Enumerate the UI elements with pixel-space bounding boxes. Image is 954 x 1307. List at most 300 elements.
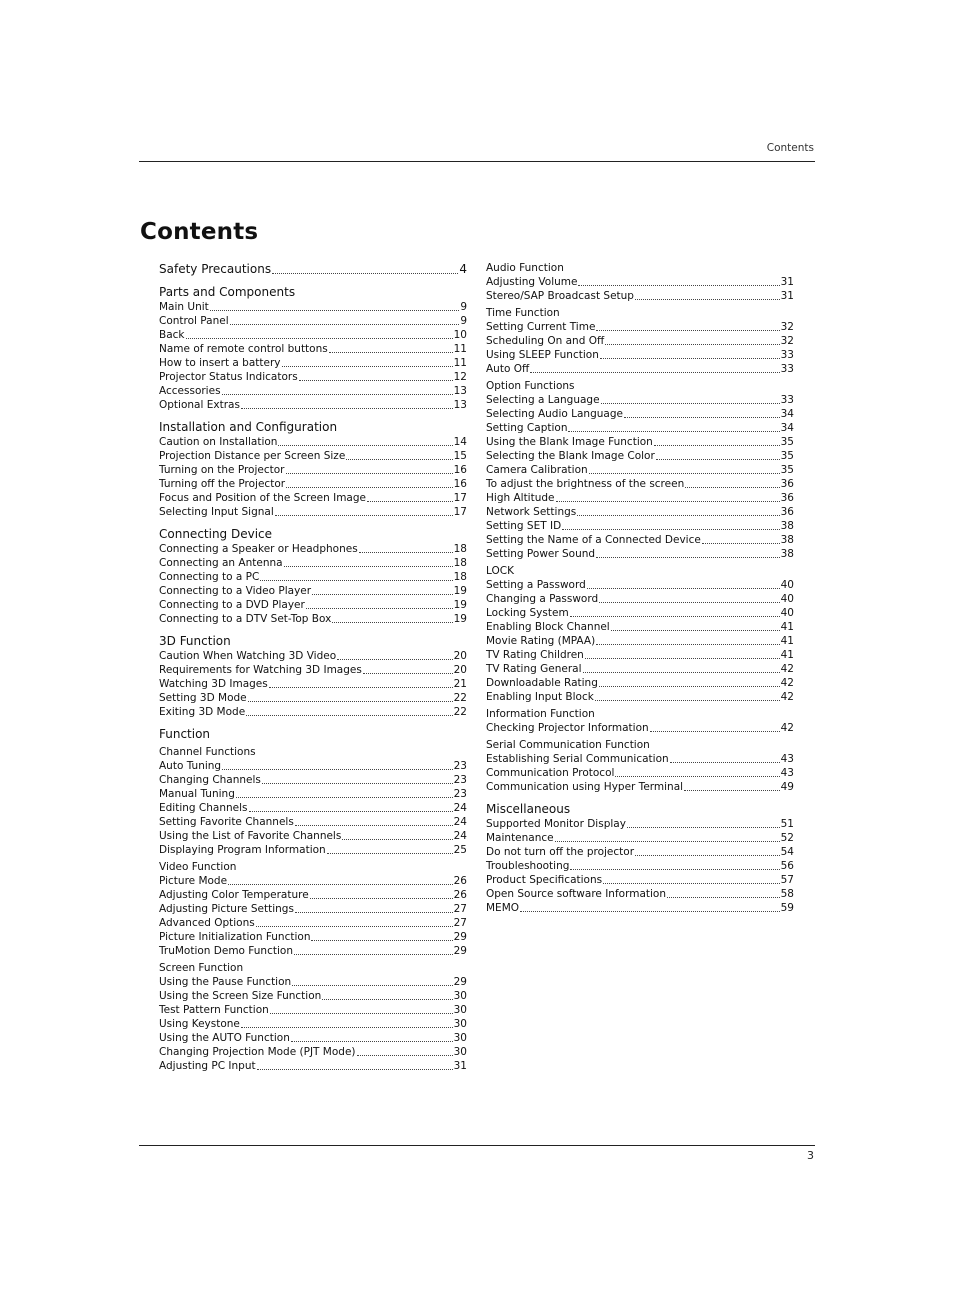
toc-entry-title: Maintenance <box>486 832 554 844</box>
toc-entry-page: 22 <box>453 692 467 704</box>
toc-entry-title: Control Panel <box>159 315 229 327</box>
toc-entry-page: 42 <box>780 677 794 689</box>
toc-entry-page: 40 <box>780 607 794 619</box>
dot-leader <box>342 839 452 840</box>
toc-entry-page: 35 <box>780 450 794 462</box>
dot-leader <box>685 487 779 488</box>
toc-entry[interactable] <box>159 477 467 491</box>
dot-leader <box>312 594 453 595</box>
toc-entry[interactable] <box>486 845 794 859</box>
toc-entry-page: 36 <box>780 506 794 518</box>
toc-section <box>486 306 794 376</box>
dot-leader <box>578 285 779 286</box>
toc-entry-page: 19 <box>453 599 467 611</box>
toc-entry-title: Network Settings <box>486 506 577 518</box>
toc-entry[interactable] <box>486 606 794 620</box>
toc-entry[interactable] <box>486 547 794 561</box>
dot-leader <box>295 825 453 826</box>
toc-entry[interactable] <box>159 916 467 930</box>
toc-entry[interactable] <box>159 1017 467 1031</box>
toc-entry[interactable] <box>486 519 794 533</box>
toc-entry-title: Selecting the Blank Image Color <box>486 450 655 462</box>
toc-entry-title: High Altitude <box>486 492 555 504</box>
toc-entry-page: 41 <box>780 635 794 647</box>
toc-entry-title: Caution When Watching 3D Video <box>159 650 337 662</box>
toc-entry[interactable] <box>159 944 467 958</box>
toc-entry-title: Name of remote control buttons <box>159 343 328 355</box>
toc-entry[interactable] <box>159 663 467 677</box>
dot-leader <box>635 299 780 300</box>
dot-leader <box>587 588 780 589</box>
toc-entry[interactable] <box>486 421 794 435</box>
toc-entry[interactable] <box>486 578 794 592</box>
toc-entry-page: 29 <box>453 931 467 943</box>
toc-section <box>159 284 467 412</box>
toc-entry[interactable] <box>159 598 467 612</box>
toc-entry[interactable] <box>486 449 794 463</box>
toc-entry[interactable] <box>486 491 794 505</box>
toc-entry-title: Open Source software Information <box>486 888 666 900</box>
toc-entry[interactable] <box>159 370 467 384</box>
toc-entry-title: Adjusting Picture Settings <box>159 903 294 915</box>
toc-entry-title: Watching 3D Images <box>159 678 268 690</box>
toc-entry-title: Connecting an Antenna <box>159 557 283 569</box>
toc-entry[interactable] <box>159 888 467 902</box>
dot-leader <box>570 869 779 870</box>
dot-leader <box>282 366 453 367</box>
toc-entry-title: Setting a Password <box>486 579 586 591</box>
toc-entry-title: Communication using Hyper Terminal <box>486 781 684 793</box>
toc-entry[interactable] <box>159 584 467 598</box>
toc-entry[interactable] <box>159 542 467 556</box>
toc-entry-page: 17 <box>453 506 467 518</box>
toc-entry-page: 20 <box>453 650 467 662</box>
toc-entry-page: 11 <box>453 357 467 369</box>
toc-entry-page: 35 <box>780 436 794 448</box>
page-number: 3 <box>807 1149 814 1162</box>
toc-entry-title: Troubleshooting <box>486 860 570 872</box>
dot-leader <box>284 566 453 567</box>
toc-entry-title: Scheduling On and Off <box>486 335 605 347</box>
toc-entry[interactable] <box>486 320 794 334</box>
toc-entry-title: Turning off the Projector <box>159 478 286 490</box>
toc-entry-page: 42 <box>780 722 794 734</box>
toc-entry[interactable] <box>486 505 794 519</box>
toc-entry-page: 38 <box>780 520 794 532</box>
toc-entry[interactable] <box>159 759 467 773</box>
toc-entry-title: Adjusting Volume <box>486 276 578 288</box>
dot-leader <box>260 580 452 581</box>
toc-entry[interactable] <box>486 873 794 887</box>
toc-entry[interactable] <box>159 328 467 342</box>
toc-entry-title: MEMO <box>486 902 520 914</box>
dot-leader <box>311 940 452 941</box>
toc-entry-page: 41 <box>780 621 794 633</box>
toc-entry[interactable] <box>159 570 467 584</box>
toc-entry[interactable] <box>486 766 794 780</box>
toc-entry[interactable] <box>159 449 467 463</box>
dot-leader <box>596 330 779 331</box>
dot-leader <box>241 408 453 409</box>
toc-entry[interactable] <box>159 902 467 916</box>
dot-leader <box>248 701 453 702</box>
toc-entry-page: 15 <box>453 450 467 462</box>
toc-entry-title: How to insert a battery <box>159 357 281 369</box>
dot-leader <box>257 1069 453 1070</box>
toc-entry[interactable] <box>159 705 467 719</box>
toc-entry-title: Safety Precautions <box>159 262 272 276</box>
dot-leader <box>294 954 453 955</box>
toc-entry-page: 4 <box>459 262 467 276</box>
toc-entry[interactable] <box>159 677 467 691</box>
dot-leader <box>367 501 453 502</box>
toc-entry-title: Setting 3D Mode <box>159 692 247 704</box>
toc-entry-page: 32 <box>780 335 794 347</box>
toc-entry-title: Using Keystone <box>159 1018 240 1030</box>
dot-leader <box>246 715 452 716</box>
dot-leader <box>601 403 780 404</box>
toc-entry-title: Connecting a Speaker or Headphones <box>159 543 358 555</box>
dot-leader <box>230 324 460 325</box>
toc-entry-page: 14 <box>453 436 467 448</box>
dot-leader <box>684 790 780 791</box>
dot-leader <box>337 659 452 660</box>
toc-entry-title: Using SLEEP Function <box>486 349 599 361</box>
toc-entry-page: 16 <box>453 478 467 490</box>
dot-leader <box>186 338 453 339</box>
subsection-heading: Information Function <box>486 708 595 720</box>
dot-leader <box>210 310 460 311</box>
dot-leader <box>222 394 453 395</box>
toc-entry-title: Changing Channels <box>159 774 261 786</box>
toc-entry-page: 42 <box>780 691 794 703</box>
toc-entry[interactable] <box>159 930 467 944</box>
toc-entry-page: 13 <box>453 385 467 397</box>
toc-entry-page: 23 <box>453 760 467 772</box>
dot-leader <box>286 473 453 474</box>
toc-entry[interactable] <box>486 362 794 376</box>
toc-entry[interactable] <box>159 801 467 815</box>
toc-entry-page: 38 <box>780 534 794 546</box>
toc-entry[interactable] <box>159 691 467 705</box>
toc-entry-page: 40 <box>780 593 794 605</box>
toc-entry[interactable] <box>159 398 467 412</box>
toc-entry-page: 23 <box>453 774 467 786</box>
toc-entry-title: Test Pattern Function <box>159 1004 269 1016</box>
toc-entry-page: 49 <box>780 781 794 793</box>
dot-leader <box>650 731 780 732</box>
toc-entry-title: Focus and Position of the Screen Image <box>159 492 366 504</box>
toc-entry[interactable] <box>486 407 794 421</box>
dot-leader <box>363 673 453 674</box>
toc-entry-title: Supported Monitor Display <box>486 818 626 830</box>
subsection-heading: Serial Communication Function <box>486 739 650 751</box>
toc-entry-title: Advanced Options <box>159 917 255 929</box>
dot-leader <box>530 372 779 373</box>
toc-entry-page: 24 <box>453 802 467 814</box>
toc-entry[interactable] <box>486 662 794 676</box>
dot-leader <box>292 985 452 986</box>
subsection-heading: Screen Function <box>159 962 244 974</box>
toc-entry[interactable] <box>159 989 467 1003</box>
toc-entry[interactable] <box>486 533 794 547</box>
dot-leader <box>627 827 780 828</box>
toc-section <box>159 860 467 958</box>
toc-entry-title: Changing a Password <box>486 593 599 605</box>
dot-leader <box>228 884 453 885</box>
toc-entry[interactable] <box>159 300 467 314</box>
toc-entry[interactable] <box>159 261 467 277</box>
toc-entry-title: Downloadable Rating <box>486 677 598 689</box>
toc-entry[interactable] <box>486 752 794 766</box>
toc-column-left <box>159 261 467 1073</box>
toc-entry-title: Do not turn off the projector <box>486 846 635 858</box>
toc-entry-page: 24 <box>453 816 467 828</box>
dot-leader <box>357 1055 453 1056</box>
dot-leader <box>295 912 453 913</box>
toc-entry[interactable] <box>486 780 794 794</box>
toc-section <box>486 707 794 735</box>
section-heading: Function <box>159 727 211 741</box>
toc-entry-title: Checking Projector Information <box>486 722 649 734</box>
toc-entry[interactable] <box>159 356 467 370</box>
dot-leader <box>603 883 780 884</box>
toc-entry-title: Turning on the Projector <box>159 464 285 476</box>
toc-entry-title: Optional Extras <box>159 399 240 411</box>
footer-rule <box>139 1145 815 1146</box>
dot-leader <box>262 783 453 784</box>
toc-section <box>486 379 794 561</box>
dot-leader <box>583 672 780 673</box>
dot-leader <box>291 1041 453 1042</box>
subsection-heading: Channel Functions <box>159 746 256 758</box>
toc-entry[interactable] <box>159 491 467 505</box>
toc-entry[interactable] <box>486 275 794 289</box>
toc-entry-page: 43 <box>780 767 794 779</box>
toc-entry-title: Stereo/SAP Broadcast Setup <box>486 290 634 302</box>
toc-entry[interactable] <box>486 477 794 491</box>
toc-entry[interactable] <box>486 620 794 634</box>
toc-entry[interactable] <box>159 829 467 843</box>
dot-leader <box>599 686 780 687</box>
dot-leader <box>611 630 780 631</box>
toc-entry[interactable] <box>486 393 794 407</box>
toc-section <box>159 419 467 519</box>
toc-entry-title: Setting Caption <box>486 422 568 434</box>
toc-entry-page: 19 <box>453 585 467 597</box>
toc-entry-title: Using the Pause Function <box>159 976 292 988</box>
toc-entry[interactable] <box>159 1031 467 1045</box>
toc-entry-title: Accessories <box>159 385 221 397</box>
toc-entry-page: 24 <box>453 830 467 842</box>
toc-entry-page: 32 <box>780 321 794 333</box>
toc-entry[interactable] <box>159 556 467 570</box>
toc-entry-title: Auto Tuning <box>159 760 222 772</box>
toc-entry-title: Auto Off <box>486 363 530 375</box>
toc-entry[interactable] <box>486 901 794 915</box>
toc-entry-page: 16 <box>453 464 467 476</box>
toc-entry[interactable] <box>159 843 467 857</box>
toc-entry-title: Connecting to a DVD Player <box>159 599 305 611</box>
dot-leader <box>332 622 452 623</box>
subsection-heading: Time Function <box>486 307 560 319</box>
toc-entry-title: Setting the Name of a Connected Device <box>486 534 701 546</box>
section-heading: Miscellaneous <box>486 802 571 816</box>
dot-leader <box>596 644 779 645</box>
dot-leader <box>555 841 780 842</box>
toc-entry[interactable] <box>486 289 794 303</box>
toc-entry[interactable] <box>486 463 794 477</box>
dot-leader <box>605 344 779 345</box>
toc-entry[interactable] <box>159 342 467 356</box>
dot-leader <box>599 602 779 603</box>
subsection-heading: Option Functions <box>486 380 575 392</box>
toc-entry[interactable] <box>486 690 794 704</box>
toc-entry-title: Locking System <box>486 607 569 619</box>
toc-entry-title: Adjusting Color Temperature <box>159 889 309 901</box>
toc-entry[interactable] <box>159 649 467 663</box>
dot-leader <box>256 926 453 927</box>
toc-column-right <box>486 261 794 915</box>
toc-entry-title: TV Rating General <box>486 663 582 675</box>
toc-entry-title: Editing Channels <box>159 802 248 814</box>
toc-entry-title: Selecting Audio Language <box>486 408 623 420</box>
toc-entry-title: Camera Calibration <box>486 464 588 476</box>
toc-entry-title: Displaying Program Information <box>159 844 326 856</box>
dot-leader <box>249 811 453 812</box>
toc-entry-title: Communication Protocol <box>486 767 615 779</box>
toc-section <box>486 564 794 704</box>
dot-leader <box>600 358 780 359</box>
toc-entry[interactable] <box>159 1045 467 1059</box>
toc-entry-page: 51 <box>780 818 794 830</box>
toc-entry-page: 13 <box>453 399 467 411</box>
toc-entry[interactable] <box>159 1003 467 1017</box>
dot-leader <box>270 1013 453 1014</box>
toc-entry-title: Product Specifications <box>486 874 603 886</box>
toc-entry-page: 52 <box>780 832 794 844</box>
dot-leader <box>562 529 779 530</box>
dot-leader <box>654 445 780 446</box>
toc-entry-page: 43 <box>780 753 794 765</box>
toc-entry[interactable] <box>159 815 467 829</box>
subsection-heading: Video Function <box>159 861 237 873</box>
dot-leader <box>589 473 780 474</box>
header-rule <box>139 161 815 162</box>
toc-entry-page: 12 <box>453 371 467 383</box>
toc-entry[interactable] <box>486 721 794 735</box>
toc-entry-title: Connecting to a Video Player <box>159 585 312 597</box>
toc-entry-title: Adjusting PC Input <box>159 1060 256 1072</box>
toc-entry-title: Movie Rating (MPAA) <box>486 635 596 647</box>
toc-entry[interactable] <box>486 348 794 362</box>
toc-entry[interactable] <box>159 773 467 787</box>
dot-leader <box>310 898 453 899</box>
toc-entry[interactable] <box>159 435 467 449</box>
toc-section <box>159 726 467 742</box>
dot-leader <box>299 380 453 381</box>
toc-entry-page: 56 <box>780 860 794 872</box>
toc-entry-title: Caution on Installation <box>159 436 278 448</box>
toc-entry-page: 30 <box>453 1018 467 1030</box>
toc-entry[interactable] <box>486 676 794 690</box>
toc-entry[interactable] <box>486 817 794 831</box>
toc-entry-title: Main Unit <box>159 301 209 313</box>
toc-entry[interactable] <box>159 314 467 328</box>
toc-entry[interactable] <box>159 612 467 626</box>
toc-entry[interactable] <box>159 463 467 477</box>
toc-entry-page: 18 <box>453 557 467 569</box>
toc-entry-page: 57 <box>780 874 794 886</box>
toc-entry[interactable] <box>159 384 467 398</box>
toc-entry[interactable] <box>486 592 794 606</box>
toc-entry[interactable] <box>486 634 794 648</box>
toc-entry-page: 31 <box>453 1060 467 1072</box>
toc-entry-page: 19 <box>453 613 467 625</box>
toc-entry-page: 34 <box>780 408 794 420</box>
toc-entry-page: 25 <box>453 844 467 856</box>
toc-entry[interactable] <box>486 648 794 662</box>
dot-leader <box>275 515 453 516</box>
toc-entry-page: 59 <box>780 902 794 914</box>
toc-entry-page: 31 <box>780 276 794 288</box>
toc-entry-page: 22 <box>453 706 467 718</box>
toc-entry-title: Changing Projection Mode (PJT Mode) <box>159 1046 356 1058</box>
toc-section <box>486 801 794 915</box>
toc-entry[interactable] <box>159 787 467 801</box>
toc-entry-page: 42 <box>780 663 794 675</box>
toc-entry[interactable] <box>486 831 794 845</box>
dot-leader <box>346 459 452 460</box>
toc-entry-title: Setting Favorite Channels <box>159 816 294 828</box>
toc-entry-title: Selecting a Language <box>486 394 600 406</box>
dot-leader <box>286 487 453 488</box>
toc-entry[interactable] <box>486 887 794 901</box>
toc-entry-page: 17 <box>453 492 467 504</box>
section-heading: Connecting Device <box>159 527 273 541</box>
dot-leader <box>635 855 780 856</box>
page-title: Contents <box>140 219 259 245</box>
dot-leader <box>670 762 780 763</box>
toc-entry[interactable] <box>486 334 794 348</box>
toc-entry-title: Setting SET ID <box>486 520 562 532</box>
toc-entry-page: 33 <box>780 363 794 375</box>
toc-entry-title: Setting Power Sound <box>486 548 596 560</box>
toc-entry[interactable] <box>159 1059 467 1073</box>
toc-entry[interactable] <box>159 975 467 989</box>
running-header: Contents <box>766 142 814 154</box>
toc-entry-title: Using the AUTO Function <box>159 1032 290 1044</box>
toc-section <box>159 961 467 1073</box>
toc-section <box>486 261 794 303</box>
toc-section <box>486 738 794 794</box>
dot-leader <box>585 658 780 659</box>
toc-entry-page: 54 <box>780 846 794 858</box>
toc-entry[interactable] <box>486 435 794 449</box>
toc-entry[interactable] <box>159 505 467 519</box>
dot-leader <box>327 853 453 854</box>
toc-entry-title: Using the Screen Size Function <box>159 990 322 1002</box>
toc-entry[interactable] <box>159 874 467 888</box>
toc-entry-page: 29 <box>453 976 467 988</box>
toc-entry-title: Selecting Input Signal <box>159 506 274 518</box>
dot-leader <box>624 417 780 418</box>
section-heading: Installation and Configuration <box>159 420 338 434</box>
dot-leader <box>236 797 453 798</box>
section-heading: Parts and Components <box>159 285 296 299</box>
dot-leader <box>322 999 452 1000</box>
toc-entry[interactable] <box>486 859 794 873</box>
